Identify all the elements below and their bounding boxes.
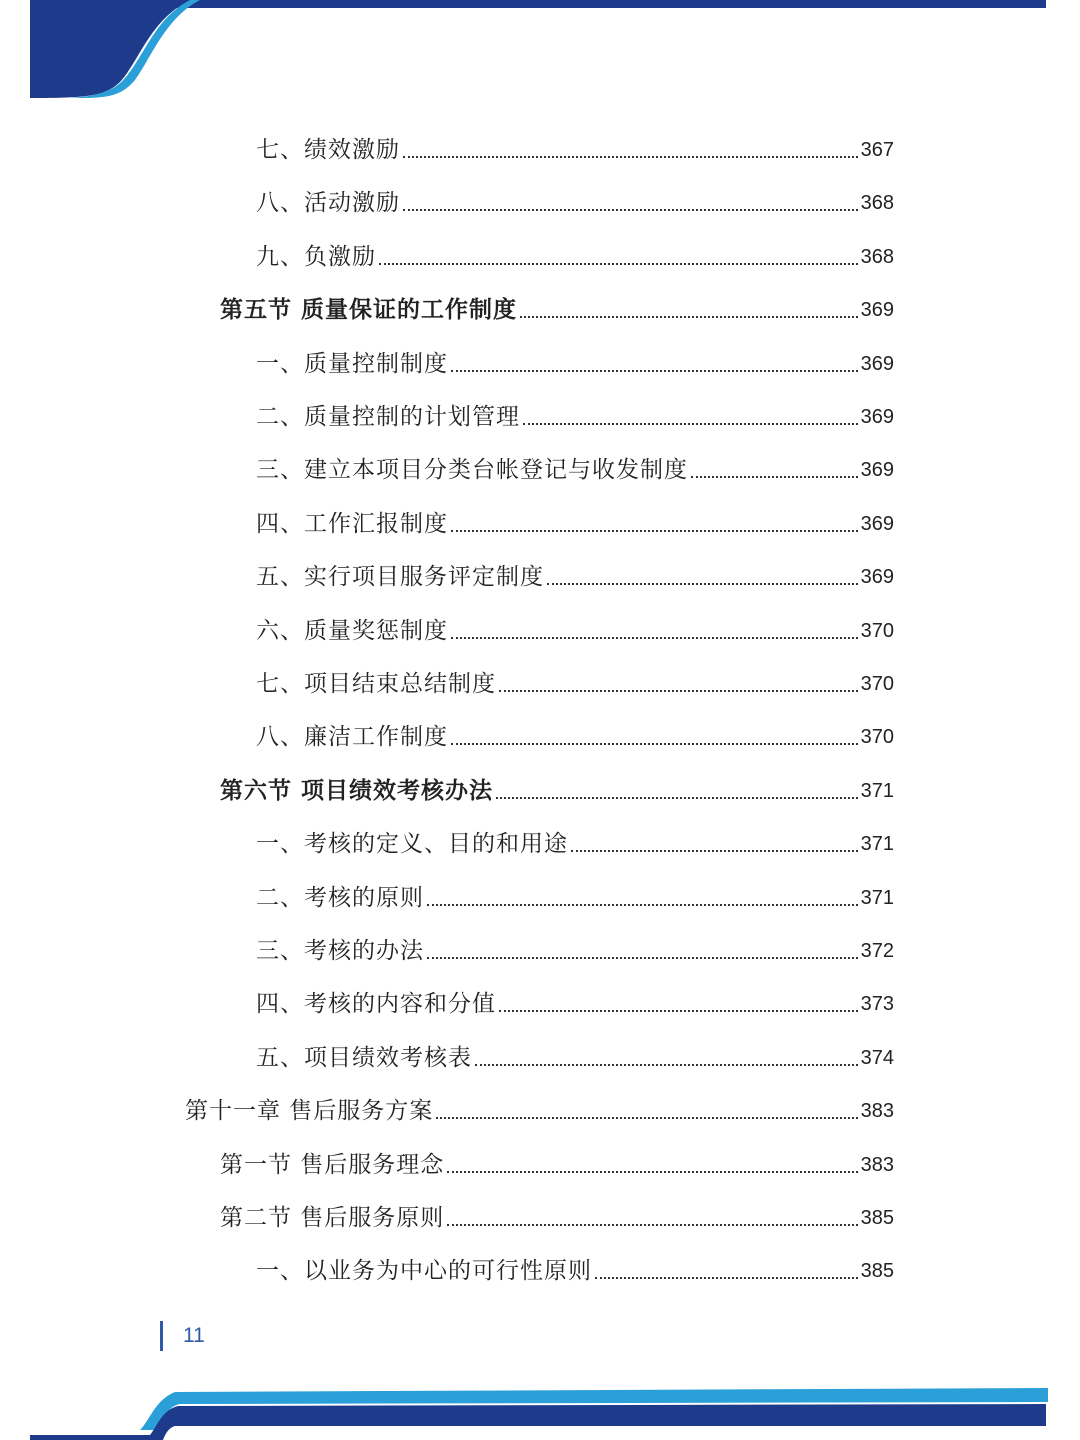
toc-entry-label: 第五节 质量保证的工作制度 <box>220 296 518 323</box>
toc-entry[interactable] <box>220 1192 894 1232</box>
toc-entry-page: 385 <box>860 1207 894 1229</box>
toc-entry-label: 五、实行项目服务评定制度 <box>256 564 544 590</box>
toc-entry-page: 374 <box>860 1047 894 1069</box>
toc-leader-dots <box>447 1223 857 1226</box>
toc-leader-dots <box>427 956 858 959</box>
toc-leader-dots <box>451 742 858 745</box>
toc-entry-label: 一、以业务为中心的可行性原则 <box>256 1258 592 1284</box>
toc-leader-dots <box>595 1276 858 1279</box>
toc-entry-page: 367 <box>860 139 894 161</box>
toc-leader-dots <box>403 155 858 158</box>
toc-entry-label: 九、负激励 <box>256 244 376 270</box>
header-decoration <box>0 0 1080 110</box>
toc-entry-label: 三、建立本项目分类台帐登记与收发制度 <box>256 457 688 483</box>
toc-entry[interactable] <box>256 551 894 591</box>
toc-entry[interactable] <box>256 177 894 217</box>
toc-entry-page: 370 <box>860 673 894 695</box>
toc-leader-dots <box>571 849 858 852</box>
toc-entry-label: 二、考核的原则 <box>256 885 424 911</box>
toc-entry-page: 373 <box>860 993 894 1015</box>
toc-entry-page: 383 <box>860 1100 894 1122</box>
toc-entry[interactable] <box>220 765 894 805</box>
toc-entry-label: 六、质量奖惩制度 <box>256 618 448 644</box>
page-number-bar <box>160 1321 163 1351</box>
toc-entry[interactable] <box>256 818 894 858</box>
toc-entry[interactable] <box>256 338 894 378</box>
toc-entry-page: 371 <box>860 780 894 802</box>
toc-entry-page: 369 <box>860 299 894 321</box>
toc-entry[interactable] <box>256 1245 894 1285</box>
toc-entry-page: 383 <box>860 1154 894 1176</box>
toc-entry-page: 370 <box>860 620 894 642</box>
toc-entry-page: 372 <box>860 940 894 962</box>
toc-entry-label: 五、项目绩效考核表 <box>256 1045 472 1071</box>
toc-entry-page: 371 <box>860 833 894 855</box>
toc-leader-dots <box>451 369 858 372</box>
toc-leader-dots <box>475 1063 858 1066</box>
toc-entry[interactable] <box>256 444 894 484</box>
toc-leader-dots <box>447 1170 857 1173</box>
toc-entry-label: 七、绩效激励 <box>256 137 400 163</box>
toc-entry-label: 一、质量控制制度 <box>256 351 448 377</box>
footer-decoration <box>0 1380 1080 1440</box>
toc-entry[interactable] <box>256 872 894 912</box>
toc-entry-label: 四、工作汇报制度 <box>256 511 448 537</box>
toc-entry-label: 第一节 售后服务理念 <box>220 1152 445 1178</box>
toc-entry-label: 三、考核的办法 <box>256 938 424 964</box>
toc-entry-label: 二、质量控制的计划管理 <box>256 404 520 430</box>
toc-entry[interactable] <box>256 391 894 431</box>
toc-entry-page: 369 <box>860 513 894 535</box>
toc-leader-dots <box>496 796 858 799</box>
toc-entry-page: 369 <box>860 566 894 588</box>
toc-entry-label: 第十一章 售后服务方案 <box>185 1098 434 1124</box>
toc-entry-page: 385 <box>860 1260 894 1282</box>
toc-entry-page: 370 <box>860 726 894 748</box>
toc-entry-page: 368 <box>860 192 894 214</box>
toc-entry-label: 一、考核的定义、目的和用途 <box>256 831 568 857</box>
toc-leader-dots <box>403 208 858 211</box>
toc-entry-page: 369 <box>860 353 894 375</box>
toc-entry[interactable] <box>256 1032 894 1072</box>
toc-leader-dots <box>520 315 858 318</box>
toc-leader-dots <box>379 262 858 265</box>
toc-leader-dots <box>523 422 858 425</box>
toc-entry-page: 369 <box>860 459 894 481</box>
toc-entry[interactable] <box>185 1085 894 1125</box>
toc-entry[interactable] <box>256 498 894 538</box>
toc-entry-page: 368 <box>860 246 894 268</box>
toc-entry-label: 第六节 项目绩效考核办法 <box>220 777 494 804</box>
toc-leader-dots <box>547 582 858 585</box>
toc-entry-page: 369 <box>860 406 894 428</box>
page-number: 11 <box>183 1324 205 1347</box>
toc-leader-dots <box>436 1116 857 1119</box>
toc-entry-label: 八、活动激励 <box>256 190 400 216</box>
toc-entry[interactable] <box>256 711 894 751</box>
toc-leader-dots <box>499 1009 858 1012</box>
toc-entry[interactable] <box>256 925 894 965</box>
toc-entry-label: 七、项目结束总结制度 <box>256 671 496 697</box>
toc-entry[interactable] <box>256 978 894 1018</box>
toc-entry[interactable] <box>256 124 894 164</box>
toc-entry-page: 371 <box>860 887 894 909</box>
toc-entry[interactable] <box>256 605 894 645</box>
toc-leader-dots <box>427 903 858 906</box>
toc-leader-dots <box>499 689 858 692</box>
toc-entry[interactable] <box>256 658 894 698</box>
toc-leader-dots <box>451 636 858 639</box>
toc-leader-dots <box>451 529 858 532</box>
toc-entry-label: 第二节 售后服务原则 <box>220 1205 445 1231</box>
toc-entry[interactable] <box>220 284 894 324</box>
page-footer <box>160 1320 205 1352</box>
toc-entry-label: 四、考核的内容和分值 <box>256 991 496 1017</box>
toc-entry[interactable] <box>256 231 894 271</box>
toc-leader-dots <box>691 475 858 478</box>
toc-entry[interactable] <box>220 1139 894 1179</box>
toc-entry-label: 八、廉洁工作制度 <box>256 724 448 750</box>
